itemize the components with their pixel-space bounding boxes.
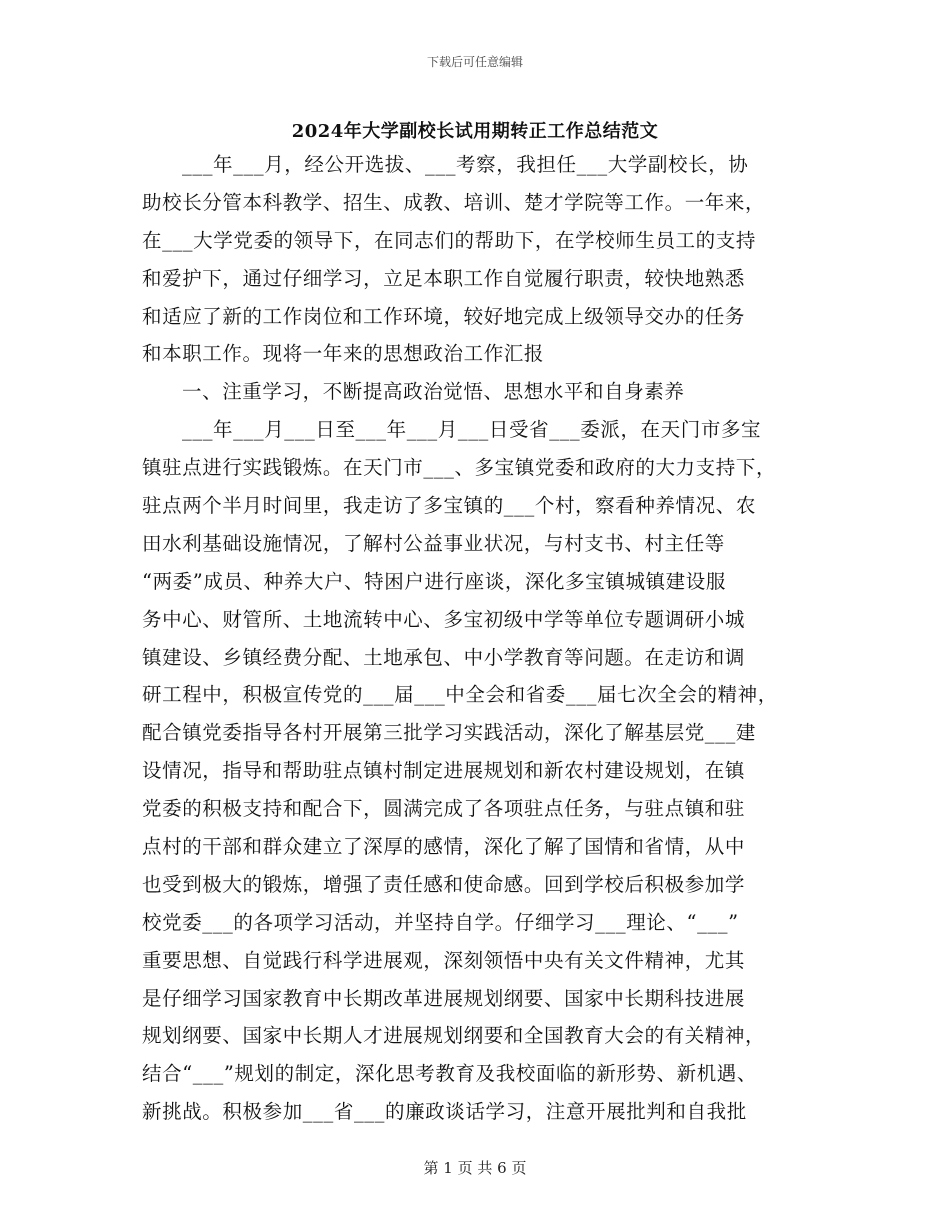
paragraph-line: 新挑战。积极参加___省___的廉政谈话学习，注意开展批判和自我批 — [142, 1100, 747, 1124]
paragraph-line: 配合镇党委指导各村开展第三批学习实践活动，深化了解基层党___建 — [142, 721, 756, 745]
paragraph-line: 镇驻点进行实践锻炼。在天门市___、多宝镇党委和政府的大力支持下， — [142, 456, 777, 480]
paragraph-line: 和本职工作。现将一年来的思想政治工作汇报 — [142, 342, 545, 366]
paragraph-line: 点村的干部和群众建立了深厚的感情，深化了解了国情和省情，从中 — [142, 835, 746, 859]
document-body — [142, 146, 822, 1131]
document-title: 2024年大学副校长试用期转正工作总结范文 — [291, 121, 659, 142]
paragraph-line: 田水利基础设施情况，了解村公益事业状况，与村支书、村主任等 — [142, 531, 725, 555]
paragraph-line: 是仔细学习国家教育中长期改革进展规划纲要、国家中长期科技进展 — [142, 986, 746, 1010]
paragraph-line: 和适应了新的工作岗位和工作环境，较好地完成上级领导交办的任务 — [142, 304, 746, 328]
paragraph-line: 助校长分管本科教学、招生、成教、培训、楚才学院等工作。一年来， — [142, 190, 766, 214]
section-heading: 一、注重学习，不断提高政治觉悟、思想水平和自身素养 — [182, 380, 685, 404]
paragraph-line: 规划纲要、国家中长期人才进展规划纲要和全国教育大会的有关精神， — [142, 1024, 766, 1048]
page-number-footer: 第 1 页 共 6 页 — [423, 1159, 527, 1177]
page-header-note: 下载后可任意编辑 — [426, 55, 523, 69]
paragraph-line: “两委”成员、种养大户、特困户进行座谈，深化多宝镇城镇建设服 — [142, 569, 726, 593]
paragraph-line: 研工程中，积极宣传党的___届___中全会和省委___届七次全会的精神， — [142, 683, 778, 707]
paragraph-line: 也受到极大的锻炼，增强了责任感和使命感。回到学校后积极参加学 — [142, 872, 746, 896]
paragraph-line: 驻点两个半月时间里，我走访了多宝镇的___个村，察看种养情况、农 — [142, 494, 756, 518]
paragraph-line: 镇建设、乡镇经费分配、土地承包、中小学教育等问题。在走访和调 — [142, 645, 746, 669]
paragraph-line: 校党委___的各项学习活动，并坚持自学。仔细学习___理论、“___” — [142, 910, 739, 934]
paragraph-line: 结合“___”规划的制定，深化思考教育及我校面临的新形势、新机遇、 — [142, 1062, 757, 1086]
paragraph-line: ___年___月___日至___年___月___日受省___委派，在天门市多宝 — [182, 418, 762, 442]
paragraph-line: 和爱护下，通过仔细学习，立足本职工作自觉履行职责，较快地熟悉 — [142, 266, 746, 290]
paragraph-line: 设情况，指导和帮助驻点镇村制定进展规划和新农村建设规划，在镇 — [142, 759, 746, 783]
paragraph-line: 党委的积极支持和配合下，圆满完成了各项驻点任务，与驻点镇和驻 — [142, 797, 746, 821]
paragraph-line: 在___大学党委的领导下，在同志们的帮助下，在学校师生员工的支持 — [142, 228, 756, 252]
paragraph-line: 务中心、财管所、土地流转中心、多宝初级中学等单位专题调研小城 — [142, 607, 746, 631]
paragraph-line: 重要思想、自觉践行科学进展观，深刻领悟中央有关文件精神，尤其 — [142, 948, 746, 972]
paragraph-line: ___年___月，经公开选拔、___考察，我担任___大学副校长，协 — [182, 153, 749, 176]
